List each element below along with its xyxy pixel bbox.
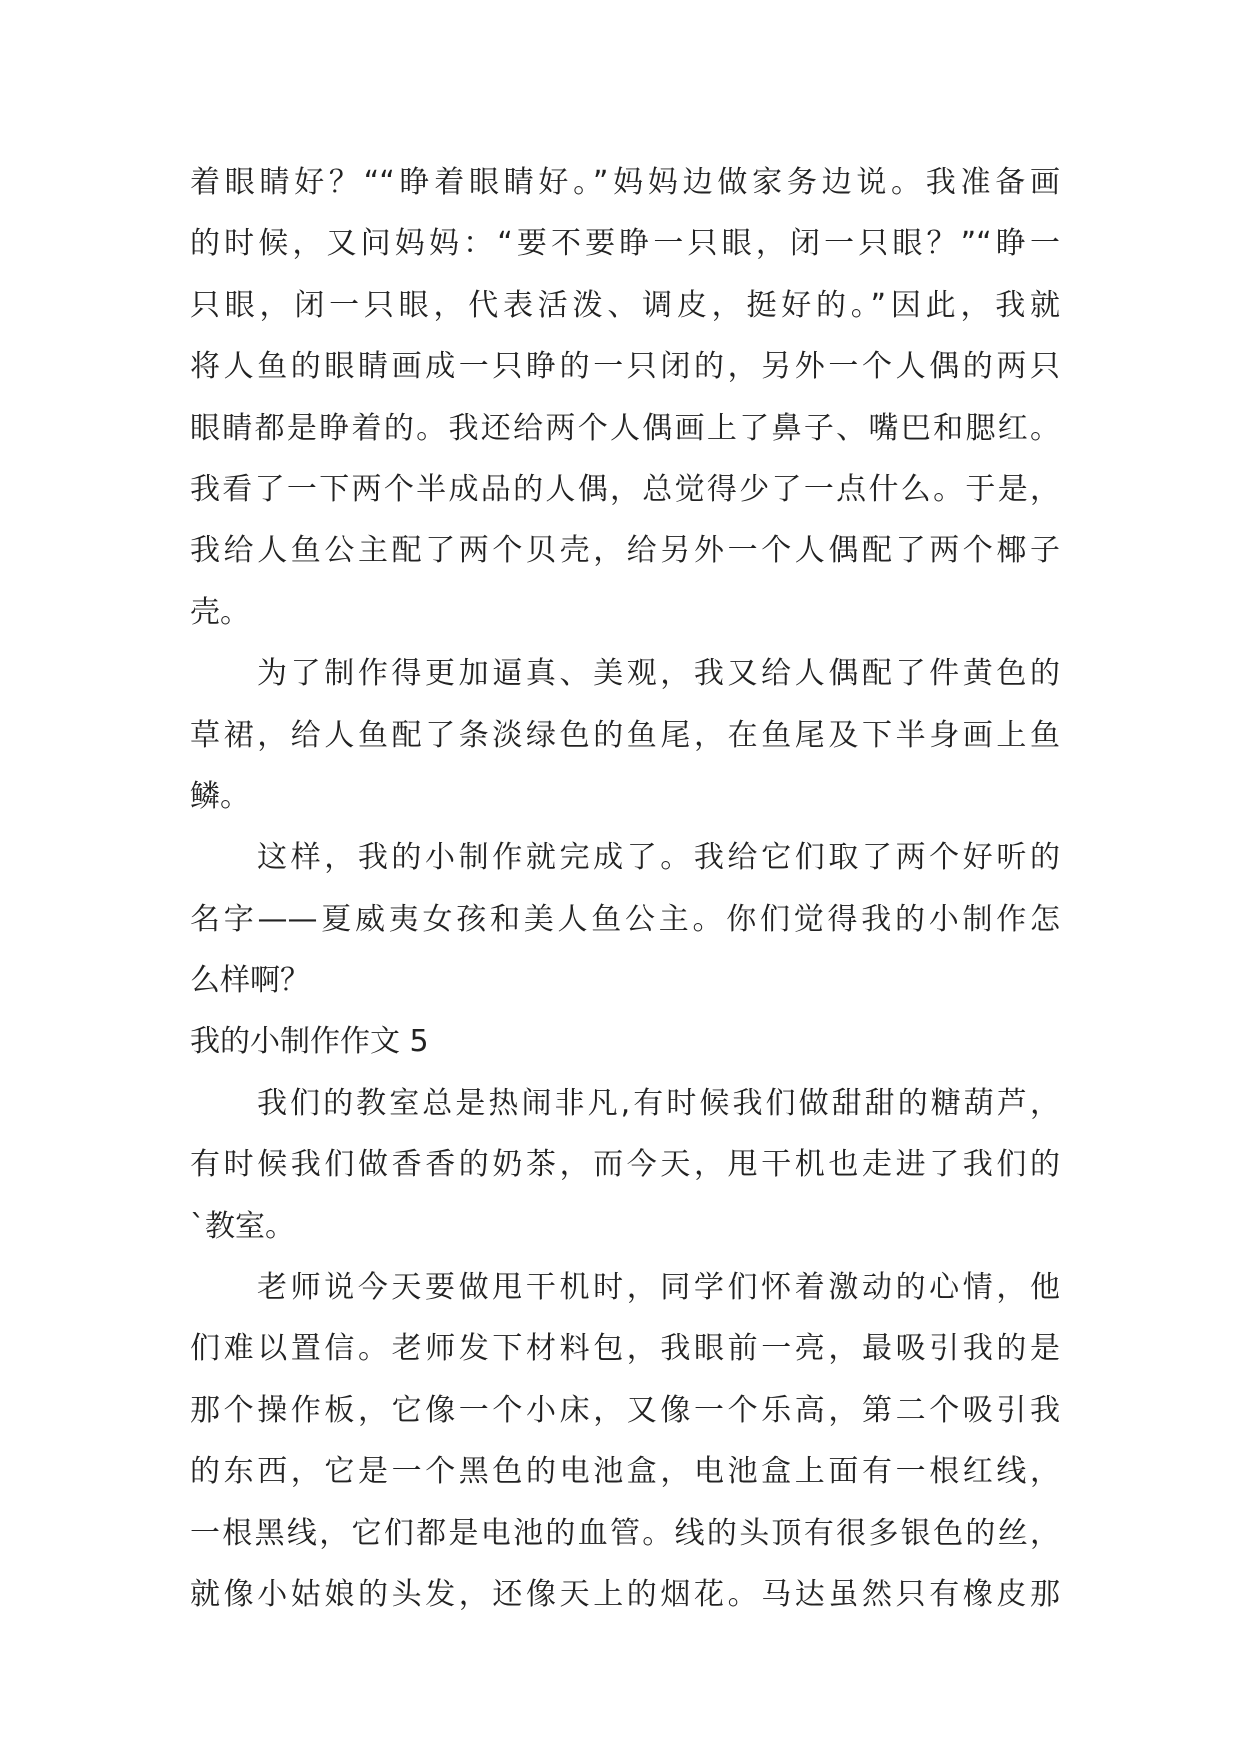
paragraph-line: 一根黑线，它们都是电池的血管。线的头顶有很多银色的丝， (190, 1515, 1060, 1551)
paragraph-first-line: 为了制作得更加逼真、美观，我又给人偶配了件黄色的 (257, 656, 1060, 692)
paragraph-line: 我看了一下两个半成品的人偶，总觉得少了一点什么。于是， (190, 471, 1060, 507)
paragraph-line: 名字——夏威夷女孩和美人鱼公主。你们觉得我的小制作怎 (190, 901, 1060, 937)
paragraph-first-line: 这样，我的小制作就完成了。我给它们取了两个好听的 (257, 840, 1060, 876)
paragraph-line: 那个操作板，它像一个小床，又像一个乐高，第二个吸引我 (190, 1392, 1060, 1428)
paragraph-line: 们难以置信。老师发下材料包，我眼前一亮，最吸引我的是 (190, 1331, 1060, 1367)
paragraph-line: 只眼，闭一只眼，代表活泼、调皮，挺好的。”因此，我就 (190, 287, 1060, 323)
paragraph-line: 草裙，给人鱼配了条淡绿色的鱼尾，在鱼尾及下半身画上鱼 (190, 717, 1060, 753)
paragraph-line: 着眼睛好？““睁着眼睛好。”妈妈边做家务边说。我准备画 (190, 165, 1060, 200)
paragraph-line: 鳞。 (190, 778, 250, 814)
section-heading: 我的小制作作文 5 (190, 1024, 429, 1060)
paragraph-line: 么样啊？ (190, 963, 310, 999)
paragraph-line: `教室。 (190, 1208, 295, 1244)
paragraph-line: 就像小姑娘的头发，还像天上的烟花。马达虽然只有橡皮那 (190, 1576, 1060, 1612)
paragraph-first-line: 老师说今天要做甩干机时，同学们怀着激动的心情，他 (257, 1270, 1060, 1306)
paragraph-line: 我给人鱼公主配了两个贝壳，给另外一个人偶配了两个椰子 (190, 533, 1060, 569)
paragraph-line: 壳。 (190, 594, 250, 630)
paragraph-line: 的时候，又问妈妈：“要不要睁一只眼，闭一只眼？”“睁一 (190, 226, 1060, 262)
paragraph-first-line: 我们的教室总是热闹非凡,有时候我们做甜甜的糖葫芦， (257, 1085, 1060, 1121)
paragraph-line: 的东西，它是一个黑色的电池盒，电池盒上面有一根红线， (190, 1454, 1060, 1490)
paragraph-line: 有时候我们做香香的奶茶，而今天，甩干机也走进了我们的 (190, 1147, 1060, 1183)
essay-text (190, 152, 1060, 1625)
paragraph-line: 眼睛都是睁着的。我还给两个人偶画上了鼻子、嘴巴和腮红。 (190, 410, 1060, 446)
paragraph-line: 将人鱼的眼睛画成一只睁的一只闭的，另外一个人偶的两只 (190, 349, 1060, 385)
